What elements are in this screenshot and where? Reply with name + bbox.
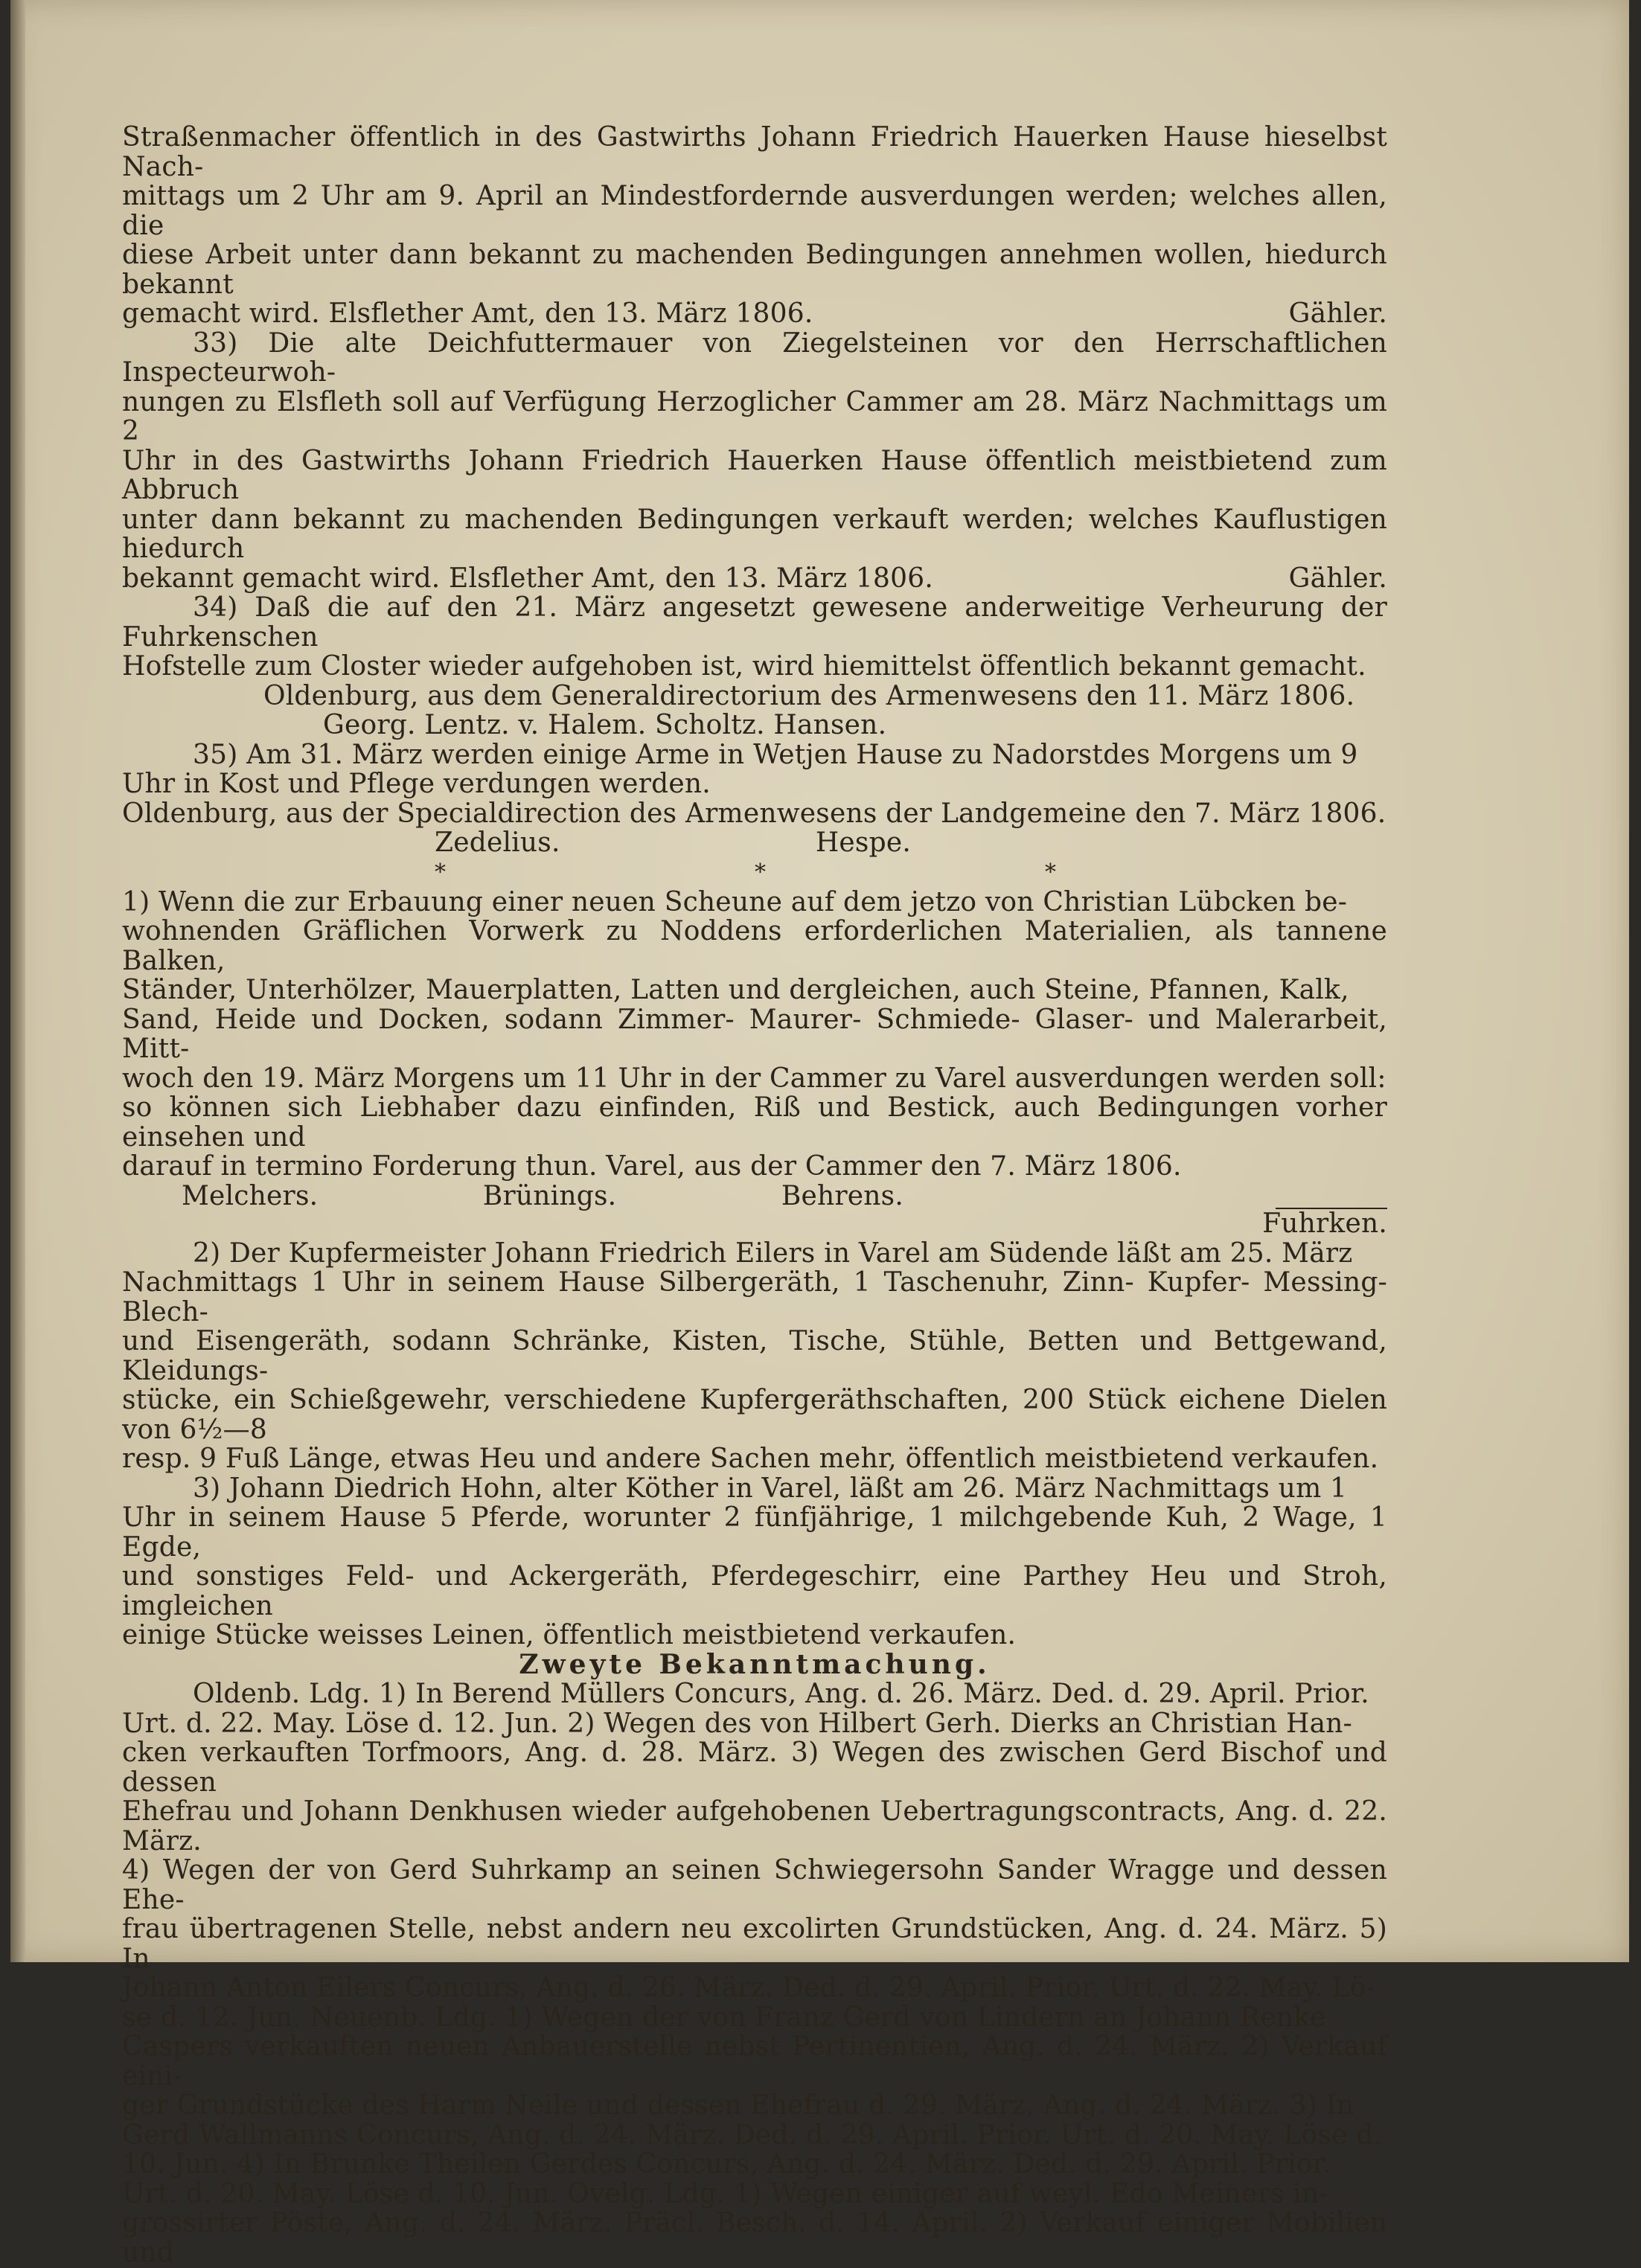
text-line: Oldenb. Ldg. 1) In Berend Müllers Concurs, Ang. d. 26. März. Ded. d. 29. April. Prior. xyxy=(193,1679,1369,1709)
text-line: 2) Der Kupfermeister Johann Friedrich Eilers in Varel am Südende läßt am 25. März xyxy=(193,1237,1353,1269)
text-line: Ehefrau und Johann Denkhusen wieder aufgehobenen Uebertragungscontracts, Ang. d. 22. März. xyxy=(122,1796,1387,1857)
text-line: Urt. d. 20. May. Löse d. 10. Jun. Ovelg. Ldg. 1) Wegen einiger auf weyl. Edo Meiners in- xyxy=(122,2178,1328,2209)
section-separator xyxy=(122,858,1387,888)
document-body xyxy=(122,123,1387,2267)
text-line: und Eisengeräth, sodann Schränke, Kisten, Tische, Stühle, Betten und Bettgewand, Kleidungs- xyxy=(122,1326,1387,1386)
section-heading: Zweyte Bekanntmachung. xyxy=(519,1648,991,1680)
text-line: wohnenden Gräflichen Vorwerk zu Noddens erforderlichen Materialien, als tannene Balken, xyxy=(122,916,1387,976)
text-line: 34) Daß die auf den 21. März angesetzt gewesene anderweitige Verheurung der Fuhrkenschen xyxy=(122,592,1387,653)
text-line: Uhr in seinem Hause 5 Pferde, worunter 2 fünfjährige, 1 milchgebende Kuh, 2 Wage, 1 Egde, xyxy=(122,1502,1387,1563)
signature: Hespe. xyxy=(815,827,911,858)
signature: Melchers. xyxy=(182,1180,319,1211)
text-line: Ständer, Unterhölzer, Mauerplatten, Latten und dergleichen, auch Steine, Pfannen, Kalk, xyxy=(122,975,1349,1005)
text-line: Oldenburg, aus dem Generaldirectorium des Armenwesens den 11. März 1806. xyxy=(263,680,1355,711)
text-line: einige Stücke weisses Leinen, öffentlich meistbietend verkaufen. xyxy=(122,1620,1017,1650)
text-line: Johann Anton Eilers Concurs, Ang. d. 26. März. Ded. d. 29. April. Prior. Urt. d. 22. May. Lö- xyxy=(122,1973,1376,2003)
asterism-center: * xyxy=(755,859,767,885)
text-line: und sonstiges Feld- und Ackergeräth, Pferdegeschirr, eine Parthey Heu und Stroh, imgleichen xyxy=(122,1561,1387,1621)
text-line: darauf in termino Forderung thun. Varel, aus der Cammer den 7. März 1806. xyxy=(122,1151,1182,1182)
asterism-right: * xyxy=(1045,859,1057,885)
signature-row xyxy=(122,1182,1387,1211)
signature-row xyxy=(122,828,1387,858)
text-line: 1) Wenn die zur Erbauung einer neuen Scheune auf dem jetzo von Christian Lübcken be- xyxy=(122,886,1348,917)
text-line: Sand, Heide und Docken, sodann Zimmer- Maurer- Schmiede- Glaser- und Malerarbeit, Mitt- xyxy=(122,1004,1387,1064)
text-line: resp. 9 Fuß Länge, etwas Heu und andere Sachen mehr, öffentlich meistbietend verkaufen. xyxy=(122,1444,1379,1474)
page-spine-edge xyxy=(10,0,25,1962)
text-line: cken verkauften Torfmoors, Ang. d. 28. März. 3) Wegen des zwischen Gerd Bischof und dessen xyxy=(122,1737,1387,1798)
scanned-page xyxy=(10,0,1629,2268)
text-line: frau übertragenen Stelle, nebst andern neu excolirten Grundstücken, Ang. d. 24. März. 5) In xyxy=(122,1914,1387,1974)
text-line: Uhr in des Gastwirths Johann Friedrich Hauerken Hause öffentlich meistbietend zum Abbruch xyxy=(122,445,1387,505)
text-line: 10. Jun. 4) In Brunke Theilen Gerdes Concurs, Ang. d. 24. März. Ded. d. 29. April. Prior. xyxy=(122,2149,1331,2179)
asterism-left: * xyxy=(435,859,447,885)
text-line: diese Arbeit unter dann bekannt zu machenden Bedingungen annehmen wollen, hiedurch bekannt xyxy=(122,240,1387,300)
text-line: Urt. d. 22. May. Löse d. 12. Jun. 2) Wegen des von Hilbert Gerh. Dierks an Christian Han- xyxy=(122,1708,1353,1739)
text-line: nungen zu Elsfleth soll auf Verfügung Herzoglicher Cammer am 28. März Nachmittags um 2 xyxy=(122,386,1387,446)
text-line: 35) Am 31. März werden einige Arme in Wetjen Hause zu Nadorstdes Morgens um 9 xyxy=(193,739,1358,770)
text-line: Straßenmacher öffentlich in des Gastwirths Johann Friedrich Hauerken Hause hieselbst Nach- xyxy=(122,122,1387,182)
text-line: 33) Die alte Deichfuttermauer von Ziegelsteinen vor den Herrschaftlichen Inspecteurwoh- xyxy=(122,327,1387,388)
signature: Behrens. xyxy=(781,1180,903,1211)
signature: Gähler. xyxy=(1288,563,1387,594)
text-line: Nachmittags 1 Uhr in seinem Hause Silbergeräth, 1 Taschenuhr, Zinn- Kupfer- Messing- Blech- xyxy=(122,1267,1387,1327)
text-line: so können sich Liebhaber dazu einfinden, Riß und Bestick, auch Bedingungen vorher einsehen und xyxy=(122,1092,1387,1153)
text-line: grossirter Pöste, Ang. d. 24. März. Präcl. Besch. d. 14. April. 2) Verkauf einiger Mobilien und xyxy=(122,2208,1387,2268)
text-line: ger Grundstücke des Harm Neile und dessen Ehefrau d. 29. März, Ang. d. 24. März. 3) In xyxy=(122,2090,1354,2121)
text-line: Caspers verkauften neuen Anbauerstelle nebst Pertinentien, Ang. d. 24. März. 2) Verkauf eini- xyxy=(122,2031,1387,2092)
signature-row xyxy=(122,299,1387,329)
text-line: Uhr in Kost und Pflege verdungen werden. xyxy=(122,769,711,799)
text-line: Gerd Wallmanns Concurs, Ang. d. 24. März. Ded. d. 29. April. Prior. Urt. d. 20. May. Löse d. xyxy=(122,2119,1383,2150)
text-line: 3) Johann Diedrich Hohn, alter Köther in Varel, läßt am 26. März Nachmittags um 1 xyxy=(193,1473,1348,1504)
text-line: woch den 19. März Morgens um 11 Uhr in der Cammer zu Varel ausverdungen werden soll: xyxy=(122,1063,1386,1094)
text-line: unter dann bekannt zu machenden Bedingungen verkauft werden; welches Kauflustigen hiedurch xyxy=(122,504,1387,564)
text-line: se d. 12. Jun. Neuenb. Ldg. 1) Wegen der von Franz Gerd von Lindern an Johann Renke xyxy=(122,2002,1326,2033)
text-line: 4) Wegen der von Gerd Suhrkamp an seinen Schwiegersohn Sander Wragge und dessen Ehe- xyxy=(122,1855,1387,1915)
signature: Gähler. xyxy=(1288,298,1387,329)
signature-row xyxy=(122,564,1387,594)
text-line: stücke, ein Schießgewehr, verschiedene Kupfergeräthschaften, 200 Stück eichene Dielen von 6½—8 xyxy=(122,1385,1387,1445)
signature: Zedelius. xyxy=(435,827,560,858)
signature: Brünings. xyxy=(482,1180,617,1211)
text-line: Hofstelle zum Closter wieder aufgehoben ist, wird hiemittelst öffentlich bekannt gemacht. xyxy=(122,651,1366,682)
signature: Fuhrken. xyxy=(1262,1208,1387,1239)
text-line: Oldenburg, aus der Specialdirection des Armenwesens der Landgemeine den 7. März 1806. xyxy=(122,798,1386,829)
text-line: gemacht wird. Elsflether Amt, den 13. März 1806. xyxy=(122,298,813,329)
text-line: mittags um 2 Uhr am 9. April an Mindestfordernde ausverdungen werden; welches allen, die xyxy=(122,181,1387,241)
signatories: Georg. Lentz. v. Halem. Scholtz. Hansen. xyxy=(323,710,887,740)
text-line: bekannt gemacht wird. Elsflether Amt, den 13. März 1806. xyxy=(122,563,933,594)
